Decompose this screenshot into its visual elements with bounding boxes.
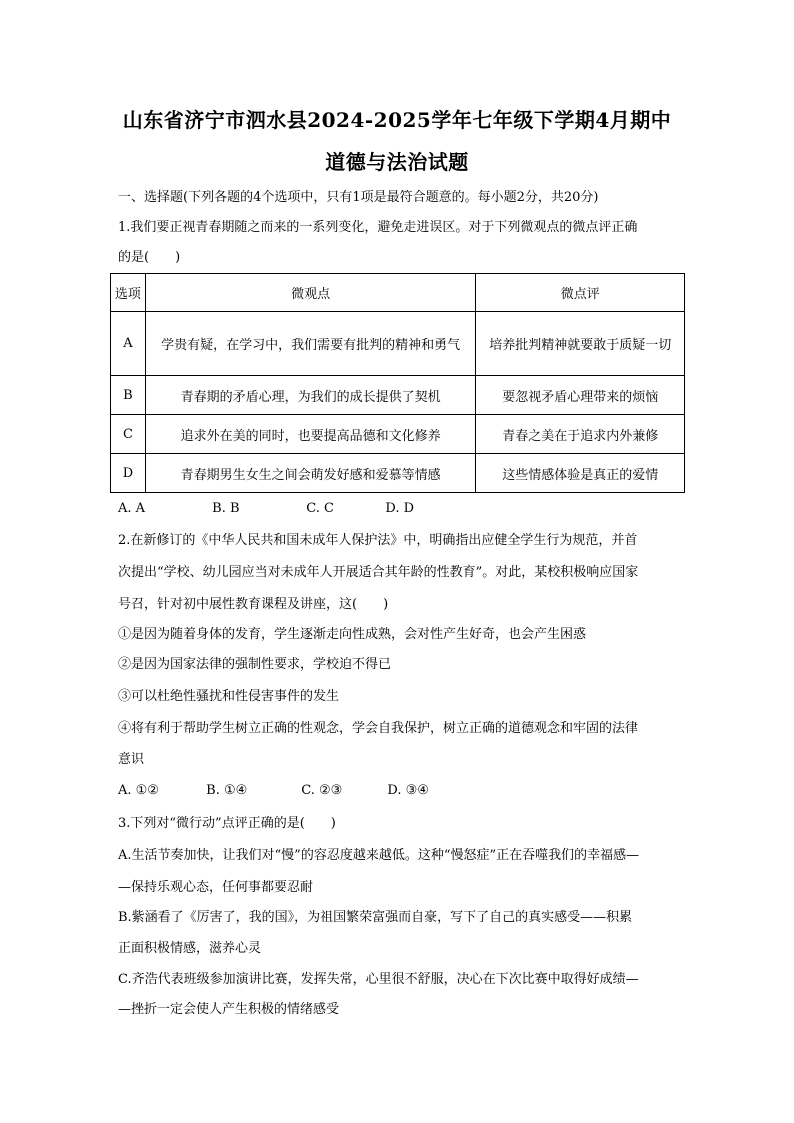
exam-title-line2: 道德与法治试题: [325, 150, 469, 174]
table-cell-comment: 培养批判精神就要敢于质疑一切: [476, 312, 685, 376]
q2-options: [118, 782, 429, 800]
table-header-row: [111, 274, 685, 312]
q3-option-c-line2[interactable]: —挫折一定会使人产生积极的情绪感受: [118, 1002, 340, 1017]
table-header-cell: 微点评: [476, 274, 685, 312]
table-cell-viewpoint: 追求外在美的同时，也要提高品德和文化修养: [145, 415, 476, 454]
q1-option-b[interactable]: B. B: [212, 501, 240, 516]
q1-table: [110, 273, 685, 493]
table-row: [111, 312, 685, 376]
q3-option-b-line1[interactable]: B.紫涵看了《厉害了，我的国》，为祖国繁荣富强而自豪，写下了自己的真实感受——积累: [118, 910, 633, 925]
q2-option-b[interactable]: B. ①④: [206, 783, 248, 798]
table-cell-comment: 要忽视矛盾心理带来的烦恼: [476, 376, 685, 415]
q2-item-4-cont: 意识: [118, 752, 145, 767]
table-row: [111, 454, 685, 493]
table-header-cell: 选项: [111, 274, 146, 312]
q2-stem-line2: 次提出“学校、幼儿园应当对未成年人开展适合其年龄的性教育”。对此，某校积极响应国家: [118, 565, 639, 580]
table-cell-option: B: [111, 376, 146, 415]
q3-option-a-line2[interactable]: —保持乐观心态，任何事都要忍耐: [118, 880, 314, 895]
table-cell-option: A: [111, 312, 146, 376]
table-header-cell: 微观点: [145, 274, 476, 312]
q2-item-2: ②是因为国家法律的强制性要求，学校迫不得已: [118, 657, 392, 672]
q2-item-4: ④将有利于帮助学生树立正确的性观念，学会自我保护，树立正确的道德观念和牢固的法律: [118, 721, 639, 736]
q1-option-d[interactable]: D. D: [385, 501, 415, 516]
table-row: [111, 415, 685, 454]
q3-option-b-line2[interactable]: 正面积极情感，滋养心灵: [118, 941, 262, 956]
q1-stem-line1: 1.我们要正视青春期随之而来的一系列变化，避免走进误区。对于下列微观点的微点评正确: [118, 220, 638, 235]
table-cell-option: C: [111, 415, 146, 454]
q1-stem-line2: 的是( ): [118, 250, 181, 265]
q2-stem-line1: 2.在新修订的《中华人民共和国未成年人保护法》中，明确指出应健全学生行为规范，并首: [118, 533, 638, 548]
q2-option-a[interactable]: A. ①②: [118, 783, 159, 798]
q2-option-d[interactable]: D. ③④: [387, 783, 429, 798]
q1-option-c[interactable]: C. C: [306, 501, 334, 516]
q1-option-a[interactable]: A. A: [118, 501, 146, 516]
exam-title-line1: 山东省济宁市泗水县2024-2025学年七年级下学期4月期中: [122, 108, 672, 132]
q3-option-a-line1[interactable]: A.生活节奏加快，让我们对“慢”的容忍度越来越低。这种“慢怒症”正在吞噬我们的幸福感—: [118, 848, 640, 863]
section-heading: 一、选择题(下列各题的4个选项中，只有1项是最符合题意的。每小题2分，共20分): [118, 190, 599, 205]
table-cell-viewpoint: 学贵有疑，在学习中，我们需要有批判的精神和勇气: [145, 312, 476, 376]
q3-stem: 3.下列对“微行动”点评正确的是( ): [118, 816, 336, 831]
table-cell-comment: 这些情感体验是真正的爱情: [476, 454, 685, 493]
table-cell-viewpoint: 青春期男生女生之间会萌发好感和爱慕等情感: [145, 454, 476, 493]
q2-option-c[interactable]: C. ②③: [301, 783, 343, 798]
table-cell-comment: 青春之美在于追求内外兼修: [476, 415, 685, 454]
q2-item-1: ①是因为随着身体的发育，学生逐渐走向性成熟，会对性产生好奇，也会产生困惑: [118, 627, 587, 642]
table-cell-viewpoint: 青春期的矛盾心理，为我们的成长提供了契机: [145, 376, 476, 415]
q3-option-c-line1[interactable]: C.齐浩代表班级参加演讲比赛，发挥失常，心里很不舒服，决心在下次比赛中取得好成绩—: [118, 972, 639, 987]
table-row: [111, 376, 685, 415]
q1-options: [118, 500, 414, 518]
q2-item-3: ③可以杜绝性骚扰和性侵害事件的发生: [118, 689, 340, 704]
q2-stem-line3: 号召，针对初中展性教育课程及讲座，这( ): [118, 597, 389, 612]
table-cell-option: D: [111, 454, 146, 493]
